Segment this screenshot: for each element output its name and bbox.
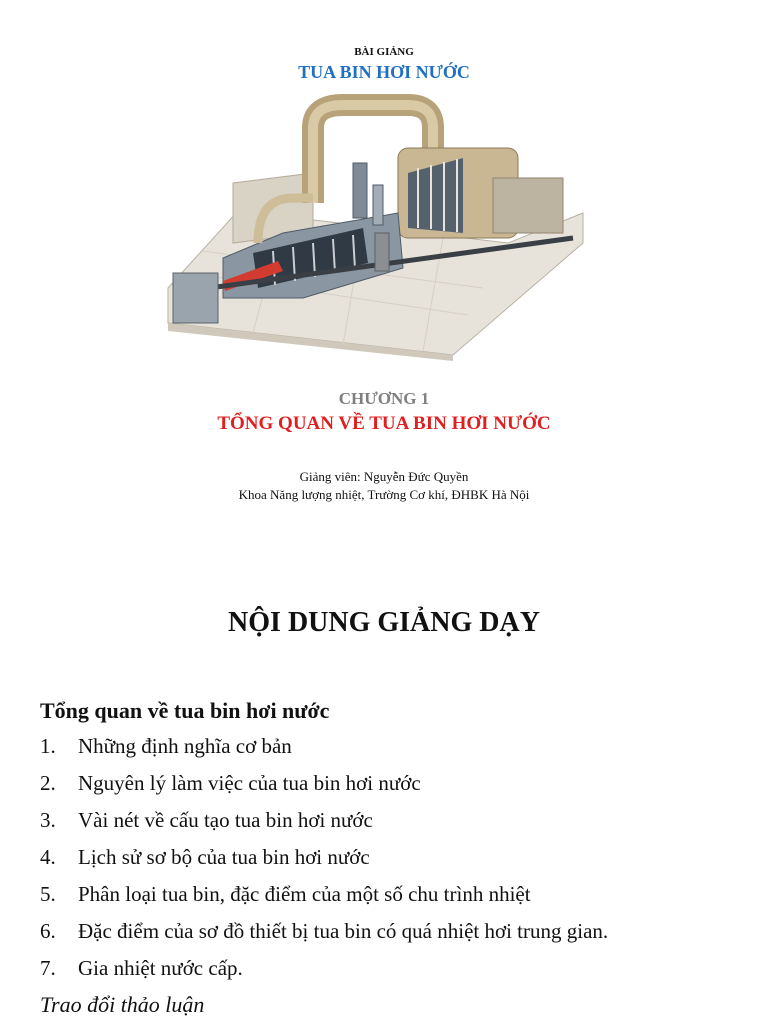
chapter-label: CHƯƠNG 1 xyxy=(338,389,430,408)
item-number: 3. xyxy=(40,808,56,832)
list-item xyxy=(40,881,608,918)
item-text: Lịch sử sơ bộ của tua bin hơi nước xyxy=(78,845,370,869)
item-text: Những định nghĩa cơ bản xyxy=(78,734,292,758)
affiliation: Khoa Năng lượng nhiệt, Trường Cơ khí, ĐHBK Hà Nội xyxy=(238,487,530,502)
list-item xyxy=(40,733,608,770)
lecture-kicker: BÀI GIẢNG xyxy=(354,46,414,58)
closing-note: Trao đổi thảo luận xyxy=(40,992,205,1017)
steam-turbine-illustration xyxy=(163,93,588,361)
item-number: 7. xyxy=(40,956,56,980)
document-title: TUA BIN HƠI NƯỚC xyxy=(298,62,470,82)
item-text: Đặc điểm của sơ đồ thiết bị tua bin có quá nhiệt hơi trung gian. xyxy=(78,919,609,943)
item-text: Nguyên lý làm việc của tua bin hơi nước xyxy=(78,771,421,795)
list-item xyxy=(40,844,608,881)
list-item xyxy=(40,955,608,992)
chapter-title: TỔNG QUAN VỀ TUA BIN HƠI NƯỚC xyxy=(217,413,551,434)
item-number: 6. xyxy=(40,919,56,943)
item-text: Gia nhiệt nước cấp. xyxy=(78,956,243,980)
item-number: 5. xyxy=(40,882,56,906)
list-item xyxy=(40,918,608,955)
item-number: 2. xyxy=(40,771,56,795)
item-number: 1. xyxy=(40,734,56,758)
topic-list xyxy=(40,733,608,992)
lecturer-name: Giảng viên: Nguyễn Đức Quyền xyxy=(299,469,469,484)
list-item xyxy=(40,807,608,844)
item-text: Vài nét về cấu tạo tua bin hơi nước xyxy=(78,808,373,832)
section-heading: Tổng quan về tua bin hơi nước xyxy=(40,698,330,723)
item-text: Phân loại tua bin, đặc điểm của một số chu trình nhiệt xyxy=(78,882,531,906)
contents-heading: NỘI DUNG GIẢNG DẠY xyxy=(228,607,540,638)
item-number: 4. xyxy=(40,845,56,869)
list-item xyxy=(40,770,608,807)
